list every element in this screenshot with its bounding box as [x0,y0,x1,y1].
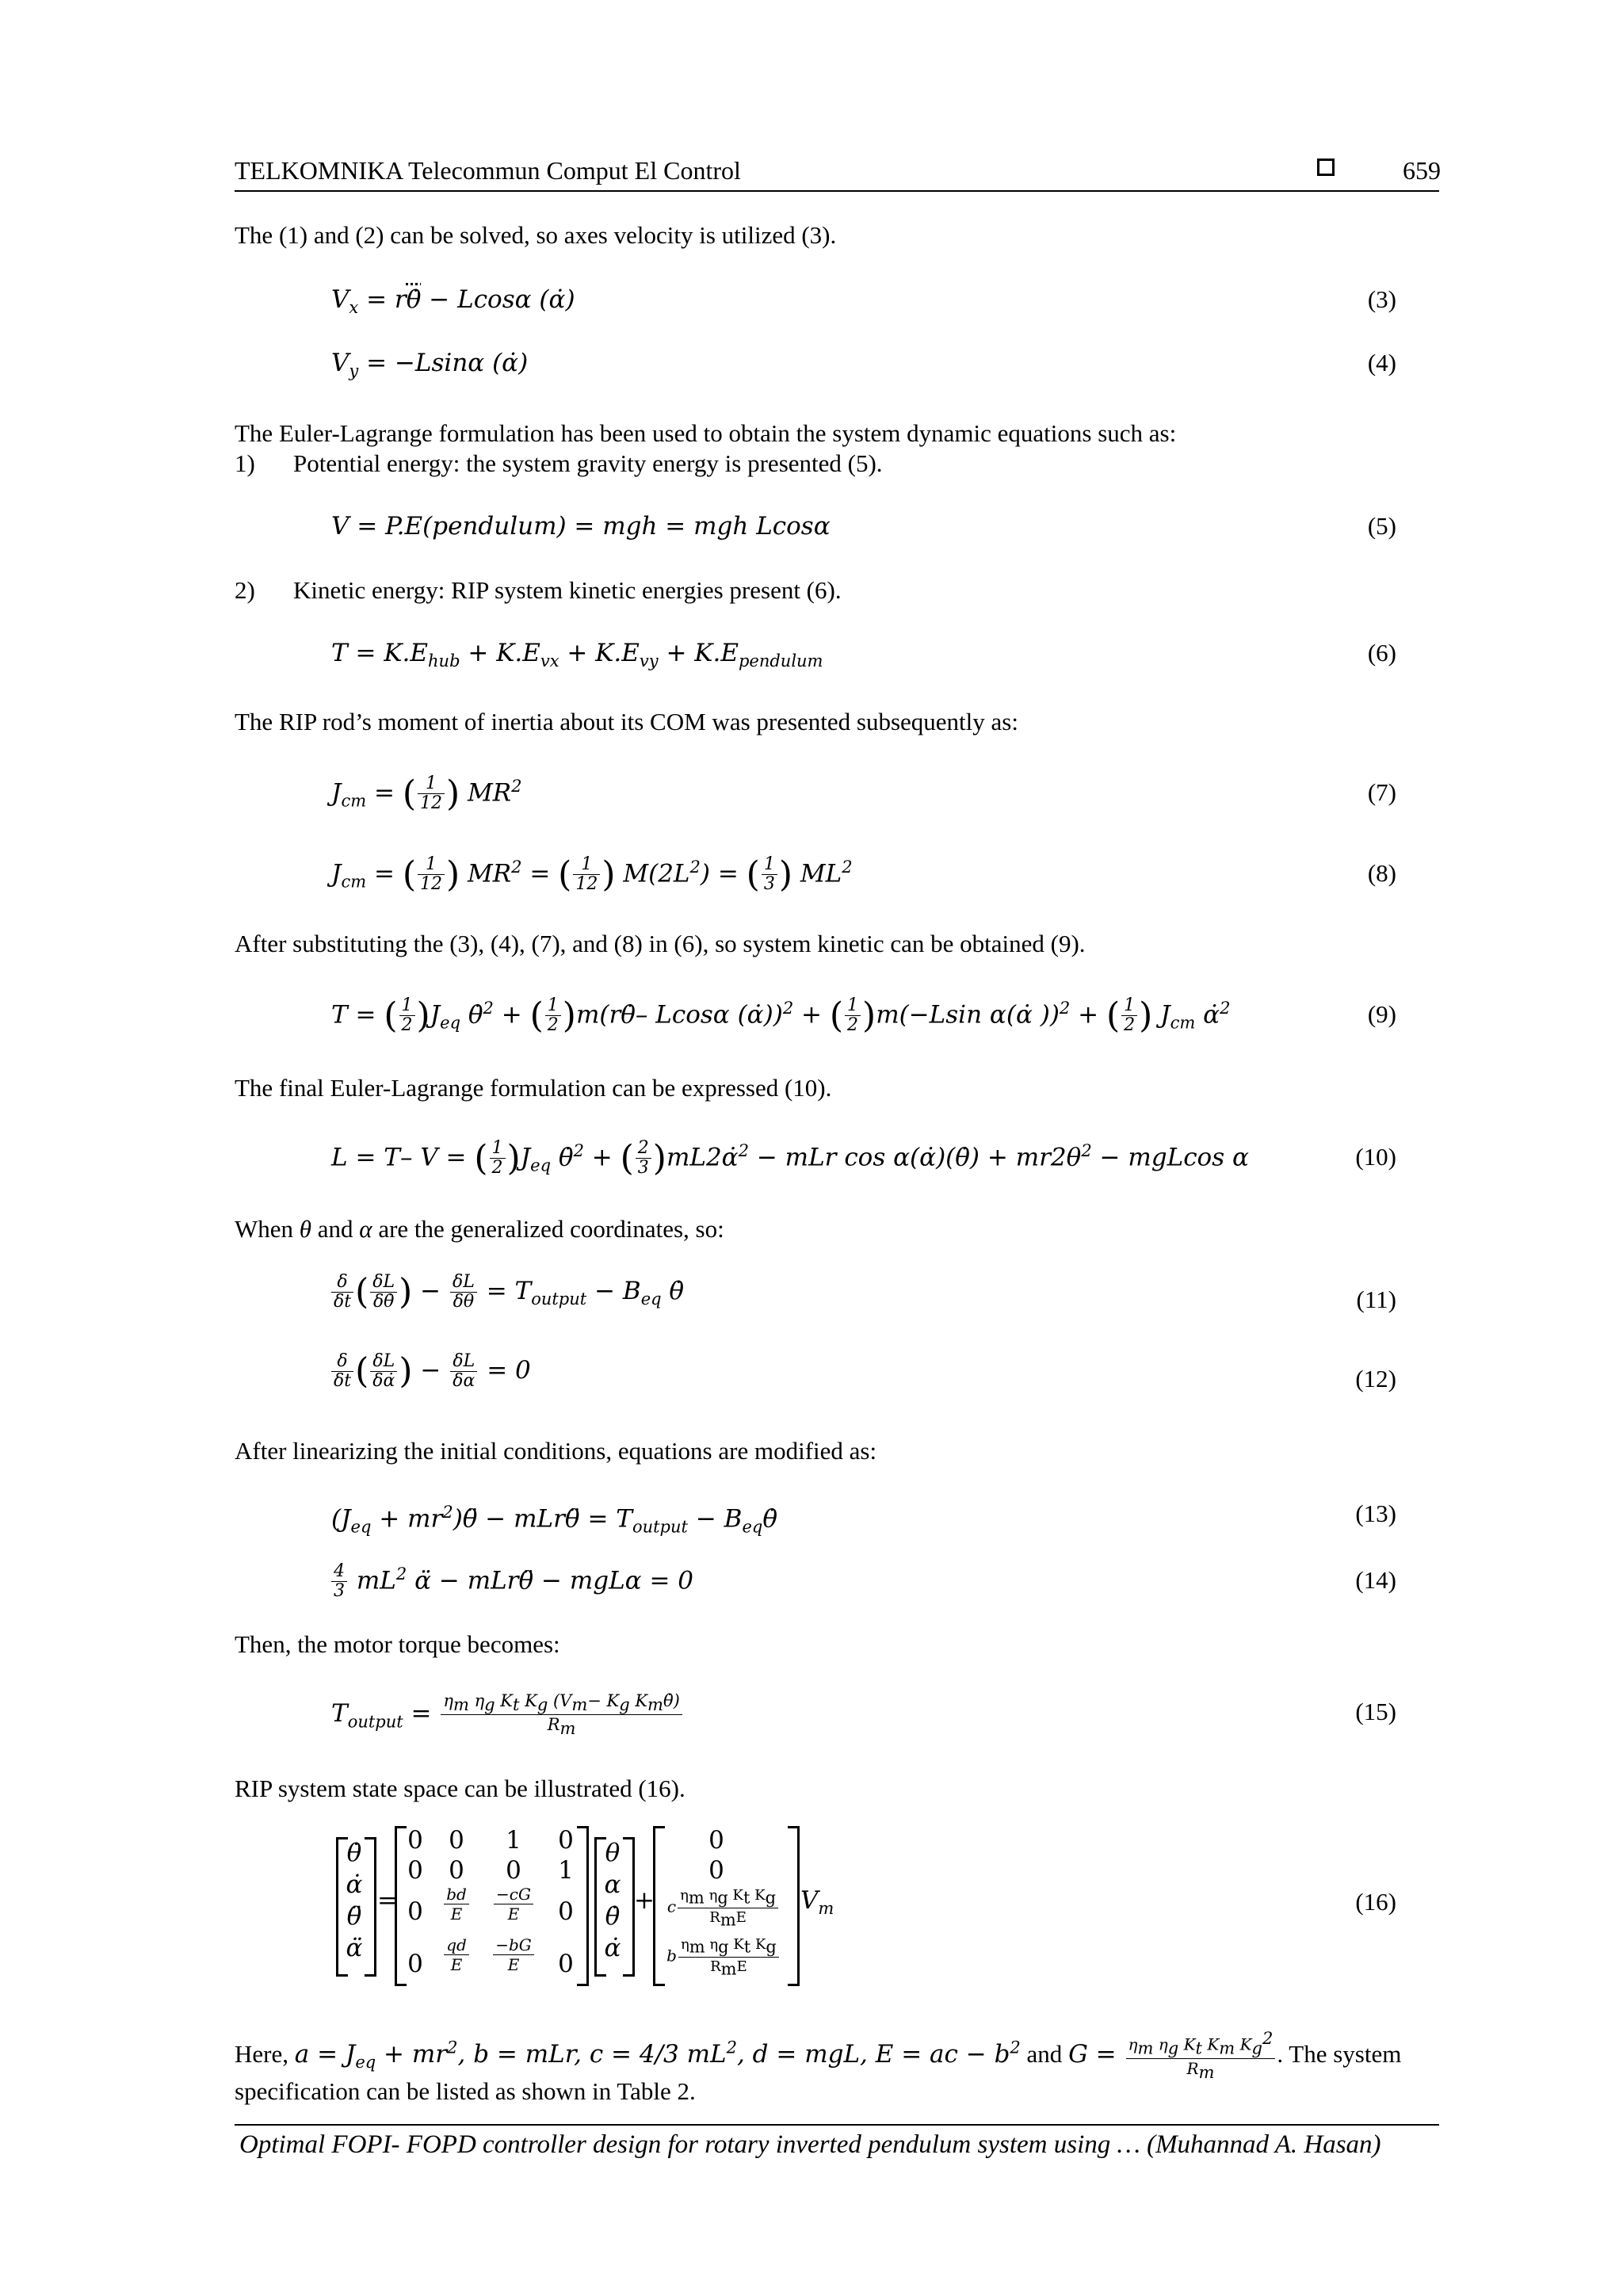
equation-number: (14) [1355,1566,1396,1594]
footer-rule [235,2124,1439,2126]
equation-15: $T_{output}$ = $\frac{\eta_m \eta_g K_t K_g (V_m- K_g K_m\thetȧ)}{R_m}$ [331,1691,684,1738]
equation-number: (5) [1367,512,1396,540]
equation-number: (11) [1356,1286,1396,1313]
paragraph-text: Here, [235,2039,288,2068]
paragraph: After substituting the (3), (4), (7), and (8) in (6), so system kinetic can be obtained (9). [235,930,1086,957]
equation-12: $\frac{\delta}{\delta t}$ ( $\frac{\delta L}{\delta\alphȧ}$ ) − $\frac{\delta L}{\delta\alpha}$ = 0 [330,1352,531,1391]
square-bullet-icon [1317,159,1335,176]
header-rule [235,190,1439,192]
equation-number: (8) [1367,859,1396,887]
equation-14: $\frac{4}{3}$ $mL^2$ α̈ − mLrθ̈ − mgLα = 0 [330,1558,693,1601]
equation-6: $T = K.E_{hub} + K.E_{vx} + K.E_{vy} + K.E_{pendulum}$ [331,639,823,671]
paragraph: RIP system state space can be illustrated (16). [235,1775,685,1802]
equation-number: (7) [1367,778,1396,806]
paragraph-text: are the generalized coordinates, so: [378,1215,724,1243]
paragraph: The RIP rod’s moment of inertia about its COM was presented subsequently as: [235,708,1018,735]
equation-number: (13) [1355,1499,1396,1527]
paragraph: The Euler-Lagrange formulation has been used to obtain the system dynamic equations such as: [235,419,1177,447]
equation-number: (4) [1367,349,1396,376]
equation-13: ($J_{eq}$ + $mr^2)\thetä$ − mLrθ̈ = $T_{output}$ − $B_{eq}\thetȧ$ [331,1503,777,1537]
equation-number: (9) [1367,1000,1396,1028]
equation-5: V = P.E(pendulum) = mgh = mgh Lcosα [331,512,831,541]
paragraph: After linearizing the initial conditions, equations are modified as: [235,1437,877,1465]
equation-10: L = T– V = ( $\frac{1}{2}$ )$J_{eq}$ θ̇$^2$ + ( $\frac{2}{3}$ )mL2α̇$^2$ − mLr cos α(α̇)(θ̇) + $mr2\theta^2 - mgLcos$ α [331,1137,1249,1179]
equation-number: (12) [1355,1365,1396,1392]
paragraph: The (1) and (2) can be solved, so axes velocity is utilized (3). [235,221,837,249]
equation-11: $\frac{\delta}{\delta t}$ ( $\frac{\delta L}{\delta\thetȧ}$ ) − $\frac{\delta L}{\delta\theta}$ = $T_{output} - B_{eq}$ θ̇ [330,1273,684,1315]
page-number: 659 [1403,156,1441,185]
inline-math: $a = J_{eq} + mr^2$, b = mLr, c = 4/3 $mL^2$, d = mgL, E = ac − $b^2$ [294,2038,1021,2073]
paragraph-text: When [235,1215,294,1243]
paragraph [235,1214,724,1244]
running-footer: Optimal FOPI- FOPD controller design for rotary inverted pendulum system using … (Muhannad A. Hasan) [239,2130,1381,2159]
list-item-text: Kinetic energy: RIP system kinetic energies present (6). [293,576,842,604]
paragraph: Then, the motor torque becomes: [235,1630,560,1658]
equation-7: $J_{cm}$ = ( $\frac{1}{12}$ ) $MR^2$ [331,773,522,814]
equation-number: (10) [1355,1143,1396,1171]
math-symbol: α [359,1215,372,1243]
list-item-number: 1) [235,449,255,477]
list-item-number: 2) [235,576,255,604]
paragraph-text: . The system [1277,2039,1402,2068]
list-item-text: Potential energy: the system gravity energy is presented (5). [293,449,883,477]
equation-number: (6) [1367,639,1396,667]
paragraph: specification can be listed as shown in Table 2. [235,2077,696,2105]
equation-4: $V_y = -Lsin\alpha$ (α̇) [331,349,529,381]
equation-number: (3) [1367,285,1396,313]
equation-number: (16) [1355,1888,1396,1916]
paragraph: The final Euler-Lagrange formulation can be expressed (10). [235,1074,832,1102]
equation-9: T = ( $\frac{1}{2}$ )$J_{eq}$ θ̇$^2$ + ( $\frac{1}{2}$ )m(rθ̇– Lcosα (α̇))$^2$ + ( $\frac{1}{2}$ )m(−Lsin α(α̇ ))$^2$ + ( $\frac{1}{2}$ ) $J_{cm}$ α̇$^2$ [331,995,1231,1036]
math-symbol: θ [299,1215,312,1243]
inline-math: G = $\frac{\eta_m \eta_g K_t K_m K_g^2}{R_m}$ [1068,2040,1277,2069]
running-header: TELKOMNIKA Telecommun Comput El Control [235,156,741,185]
paragraph: Here, $a = J_{eq} + mr^2$, b = mLr, c = 4/3 $mL^2$, d = mgL, E = ac − $b^2$ and G = $\frac{\eta_m \eta_g K_t K_m K_g^2}{R_m}$ . The system [235,2029,1402,2082]
equation-number: (15) [1355,1698,1396,1725]
equation-16: θ̇ α̇ θ̈ α̈ = 0 0 1 0 0 0 0 1 0 $\frac{bd}{E}$ $\frac{-cG}{E}$ 0 0 $\frac{qd}{E}$ $\frac{-bG}{E}$ 0 θ α θ̇ α̇ + 0 0 c $\frac{\eta_m \eta_g K_t K_g}{R_mE}$ b $\frac{\eta_m \eta_g K_t K_g}{R_mE}$ $V_m$ [330,1823,821,1989]
equation-8: $J_{cm}$ = ( $\frac{1}{12}$ ) $MR^2$ = ( $\frac{1}{12}$ ) $M(2L^2)$ = ( $\frac{1}{3}$ ) $ML^2$ [331,854,853,895]
equation-3: $V_x$ = rθ̇ − Lcosα (α̇) [331,285,575,318]
paragraph-text: and [317,1215,353,1243]
